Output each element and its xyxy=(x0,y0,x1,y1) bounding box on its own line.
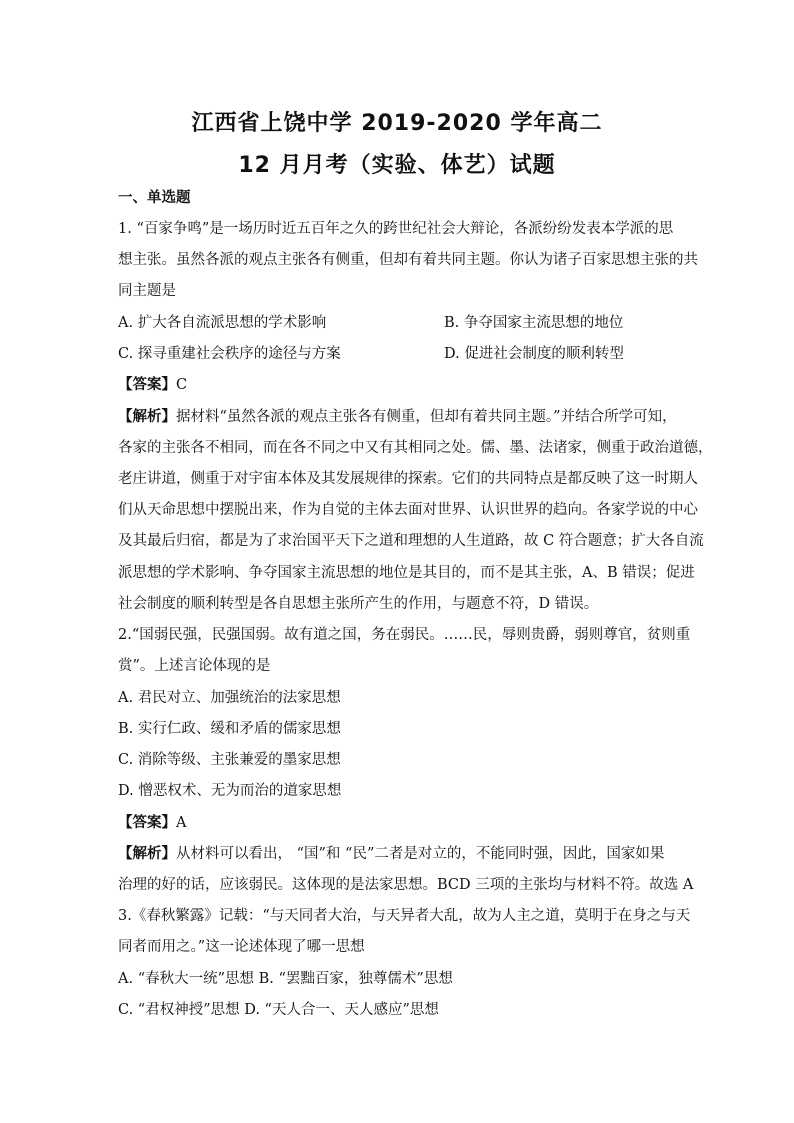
answer-value: C xyxy=(176,377,188,393)
document-title-line-2: 12 月月考（实验、体艺）试题 xyxy=(238,153,556,178)
q2-stem-line-1: 2.“国弱民强，民强国弱。故有道之国，务在弱民。……民，辱则贵爵，弱则尊官，贫则重 xyxy=(118,627,691,643)
q1-analysis-line-4: 们从天命思想中摆脱出来，作为自觉的主体去面对世界、认识世界的趋向。各家学说的中心 xyxy=(118,502,698,518)
q2-analysis-line-2: 治理的好的话，应该弱民。这体现的是法家思想。BCD 三项的主张均与材料不符。故选 A xyxy=(118,877,694,893)
q1-option-a: A. 扩大各自流派思想的学术影响 xyxy=(118,315,327,331)
q1-option-b: B. 争夺国家主流思想的地位 xyxy=(444,315,624,331)
document-title-line-1: 江西省上饶中学 2019-2020 学年高二 xyxy=(191,111,603,136)
answer-label: 【答案】 xyxy=(118,815,176,831)
q2-option-b: B. 实行仁政、缓和矛盾的儒家思想 xyxy=(118,721,341,737)
answer-label: 【答案】 xyxy=(118,377,176,393)
analysis-label: 【解析】 xyxy=(118,846,176,862)
q1-analysis-line-3: 老庄讲道，侧重于对宇宙本体及其发展规律的探索。它们的共同特点是都反映了这一时期人 xyxy=(118,471,698,487)
analysis-label: 【解析】 xyxy=(118,409,176,425)
answer-value: A xyxy=(176,815,187,831)
q2-option-c: C. 消除等级、主张兼爱的墨家思想 xyxy=(118,752,341,768)
q2-option-d: D. 憎恶权术、无为而治的道家思想 xyxy=(118,783,342,799)
q1-stem-line-3: 同主题是 xyxy=(118,283,176,299)
q1-analysis-line-7: 社会制度的顺利转型是各自思想主张所产生的作用，与题意不符，D 错误。 xyxy=(118,596,599,612)
q3-options-line-1: A. “春秋大一统”思想 B. “罢黜百家，独尊儒术”思想 xyxy=(118,971,453,987)
q2-answer xyxy=(118,811,186,832)
analysis-text: 从材料可以看出， “国”和 “民”二者是对立的，不能同时强，因此，国家如果 xyxy=(176,846,665,862)
q3-stem-line-2: 同者而用之。”这一论述体现了哪一思想 xyxy=(118,939,365,955)
q2-stem-line-2: 赏”。上述言论体现的是 xyxy=(118,658,271,674)
q1-answer xyxy=(118,373,187,394)
q1-option-d: D. 促进社会制度的顺利转型 xyxy=(444,346,624,362)
q1-option-c: C. 探寻重建社会秩序的途径与方案 xyxy=(118,346,341,362)
section-heading: 一、单选题 xyxy=(118,190,191,206)
analysis-text: 据材料“虽然各派的观点主张各有侧重，但却有着共同主题。”并结合所学可知， xyxy=(176,409,677,425)
q2-option-a: A. 君民对立、加强统治的法家思想 xyxy=(118,690,341,706)
q1-stem-line-2: 想主张。虽然各派的观点主张各有侧重，但却有着共同主题。你认为诸子百家思想主张的共 xyxy=(118,252,698,268)
q1-analysis-line-1 xyxy=(118,405,677,426)
q1-analysis-line-2: 各家的主张各不相同，而在各不同之中又有其相同之处。儒、墨、法诸家，侧重于政治道德， xyxy=(118,440,713,456)
q1-analysis-line-6: 派思想的学术影响、争夺国家主流思想的地位是其目的，而不是其主张，A、B 错误；促进 xyxy=(118,565,695,581)
q1-stem-line-1: 1. “百家争鸣”是一场历时近五百年之久的跨世纪社会大辩论，各派纷纷发表本学派的思 xyxy=(118,221,674,237)
q1-analysis-line-5: 及其最后归宿，都是为了求治国平天下之道和理想的人生道路，故 C 符合题意；扩大各自流 xyxy=(118,533,704,549)
q2-analysis-line-1 xyxy=(118,842,664,863)
q3-options-line-2: C. “君权神授”思想 D. “天人合一、天人感应”思想 xyxy=(118,1002,439,1018)
q3-stem-line-1: 3.《春秋繁露》记载：“与天同者大治，与天异者大乱，故为人主之道，莫明于在身之与天 xyxy=(118,908,691,924)
